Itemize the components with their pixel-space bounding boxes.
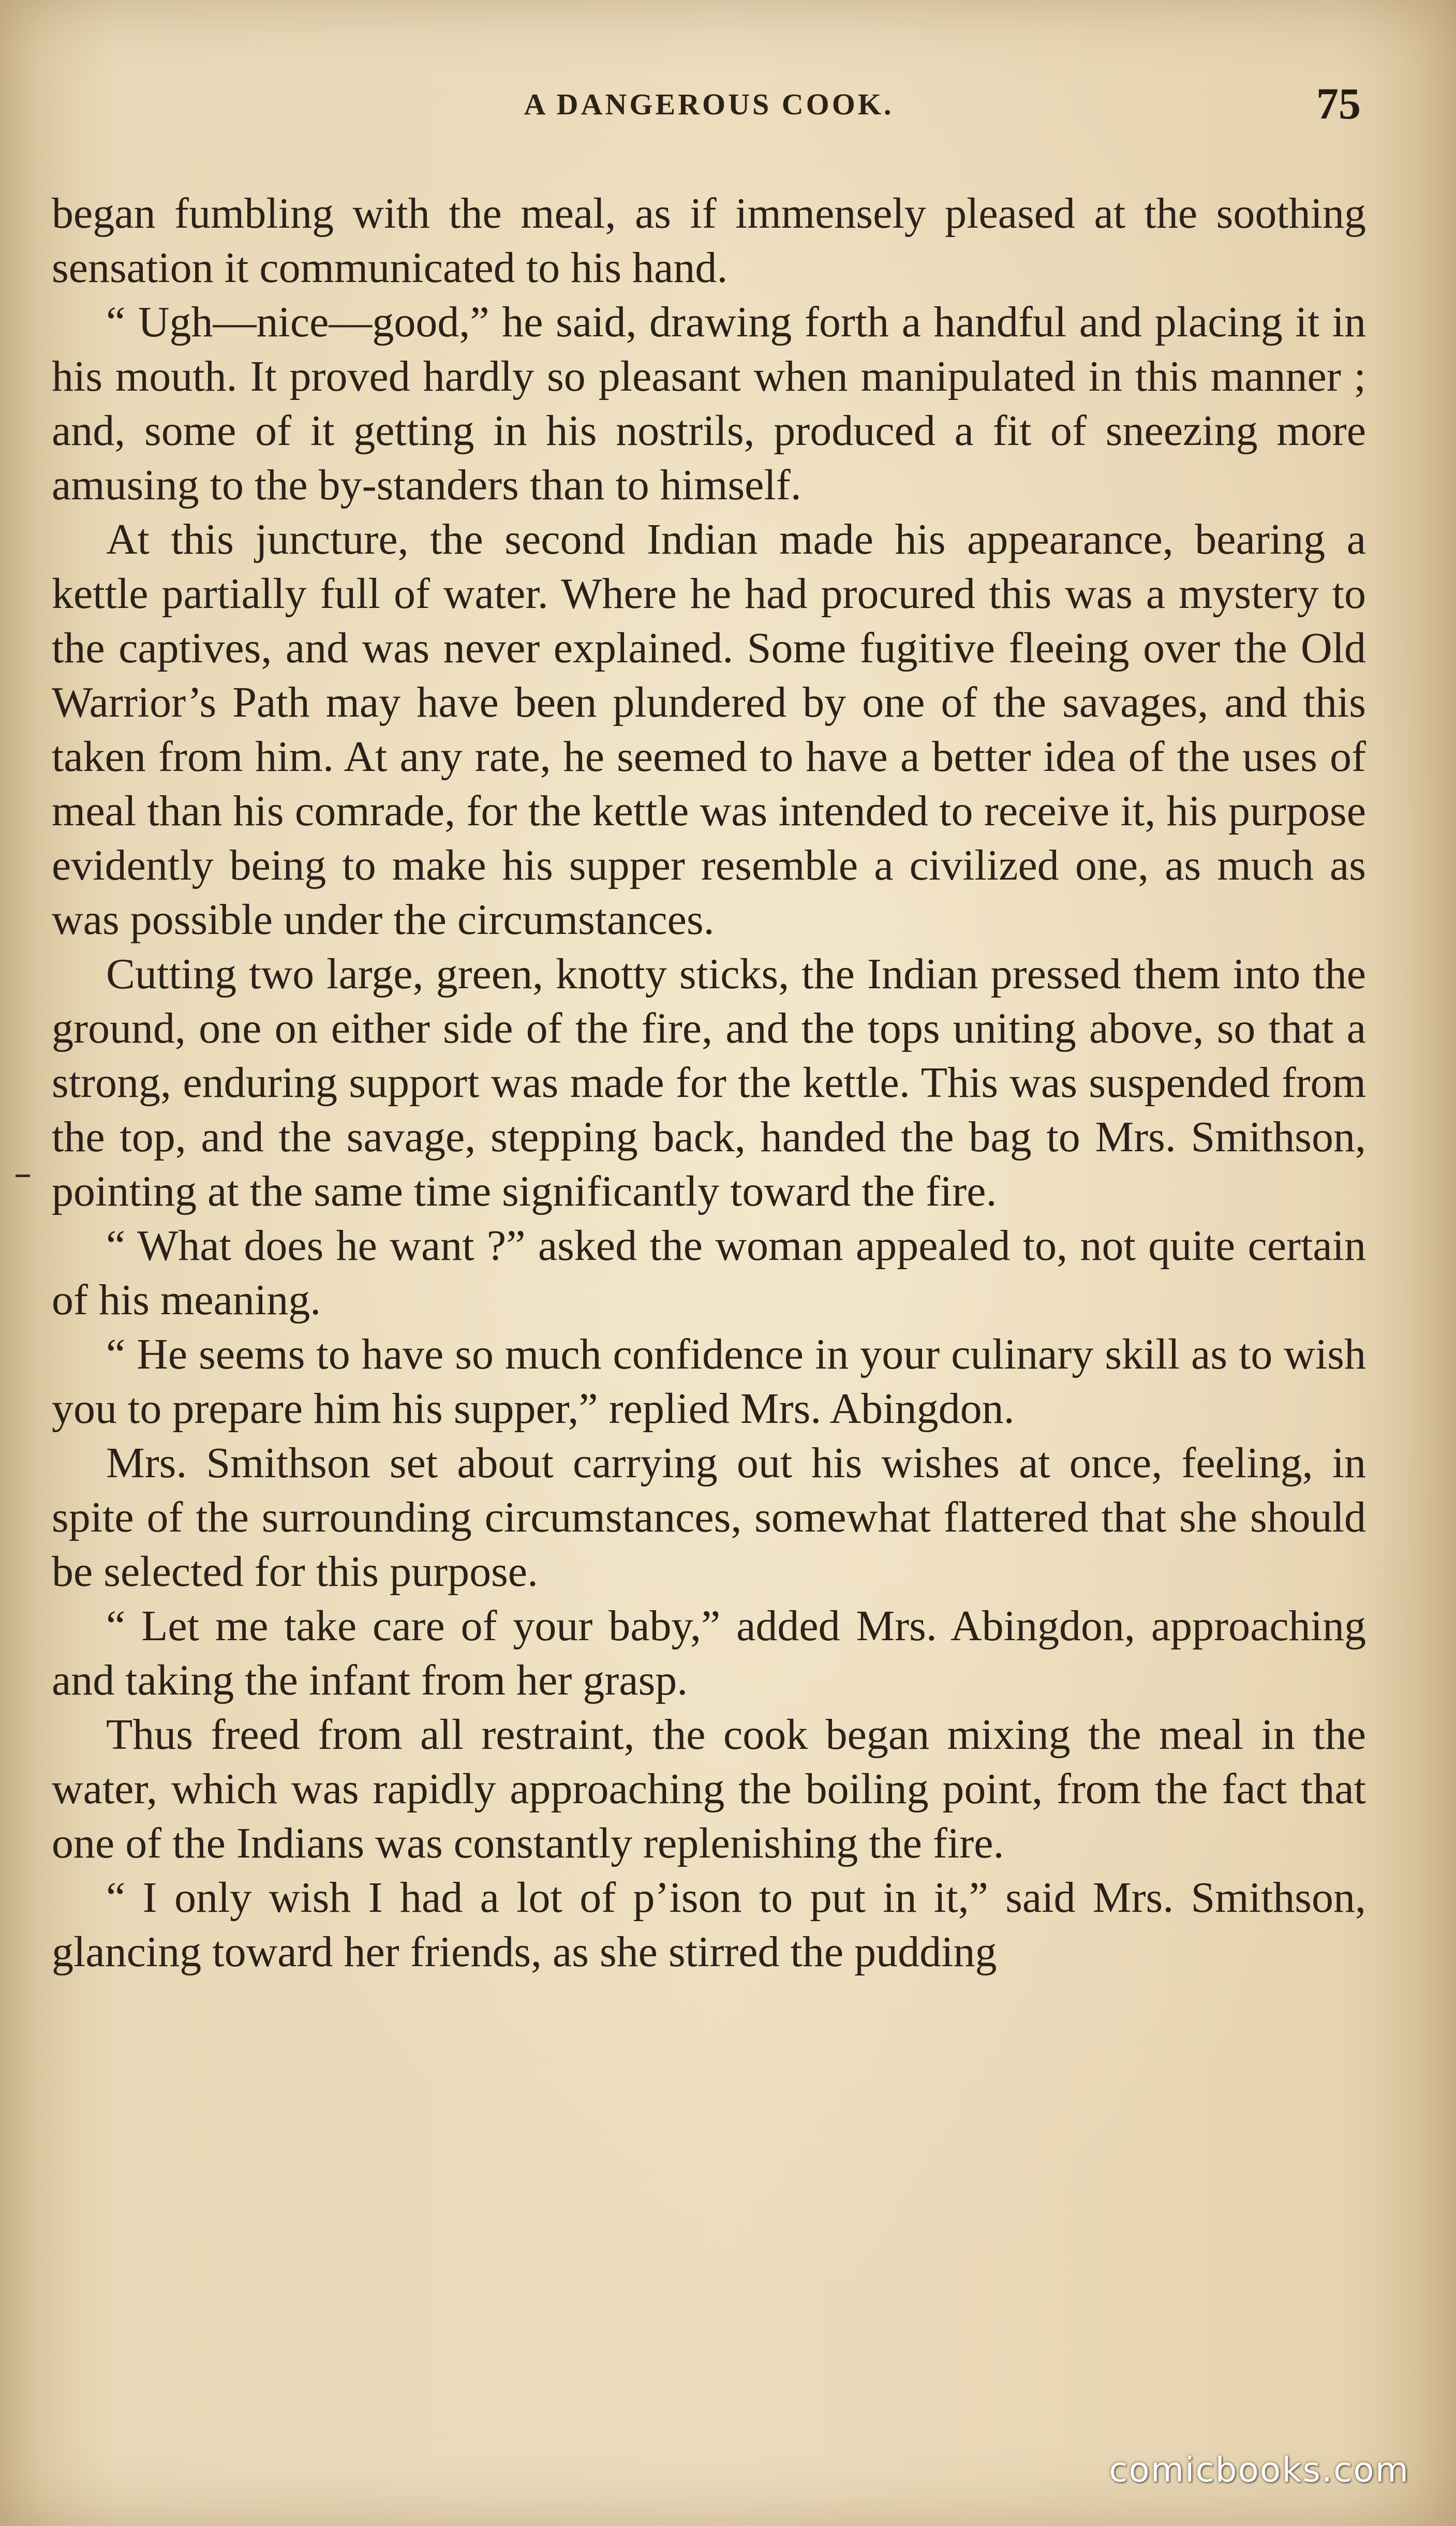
body-text — [52, 186, 1366, 1979]
margin-mark — [16, 1175, 30, 1177]
paragraph: “ He seems to have so much confidence in your culinary skill as to wish you to prepare him his supper,” replied Mrs. Abingdon. — [52, 1330, 1366, 1433]
paragraph: Cutting two large, green, knotty sticks, the Indian pressed them into the ground, one on either side of the fire, and the tops uniting above, so that a strong, enduring support was made for the kettle. This was suspended from the top, and the savage, stepping back, handed the bag to Mrs. Smithson, pointing at the same time significantly toward the fire. — [52, 950, 1366, 1215]
paragraph: “ Ugh—nice—good,” he said, drawing forth a handful and placing it in his mouth. It proved hardly so pleasant when manipulated in this manner ; and, some of it getting in his nostrils, produced a fit of sneezing more amusing to the by-standers than to himself. — [52, 298, 1366, 509]
page-header — [52, 78, 1366, 135]
paragraph: “ I only wish I had a lot of p’ison to put in it,” said Mrs. Smithson, glancing toward her friends, as she stirred the pudding — [52, 1874, 1366, 1976]
paragraph: “ What does he want ?” asked the woman appealed to, not quite certain of his meaning. — [52, 1222, 1366, 1324]
paragraph: began fumbling with the meal, as if immensely pleased at the soothing sensation it communicated to his hand. — [52, 189, 1366, 292]
site-watermark: comicbooks.com — [1109, 2450, 1409, 2490]
paragraph: Mrs. Smithson set about carrying out his wishes at once, feeling, in spite of the surrounding circumstances, somewhat flattered that she should be selected for this purpose. — [52, 1439, 1366, 1596]
paragraph: At this juncture, the second Indian made his appearance, bearing a kettle partially full of water. Where he had procured this was a mystery to the captives, and was never explained. Some fugitive fleeing over the Old Warrior’s Path may have been plundered by one of the savages, and this taken from him. At any rate, he seemed to have a better idea of the uses of meal than his comrade, for the kettle was intended to receive it, his purpose evidently being to make his supper resemble a civilized one, as much as was possible under the circumstances. — [52, 515, 1366, 944]
paragraph: Thus freed from all restraint, the cook began mixing the meal in the water, which was rapidly approaching the boiling point, from the fact that one of the Indians was constantly replenishing the fire. — [52, 1711, 1366, 1867]
paragraph: “ Let me take care of your baby,” added Mrs. Abingdon, approaching and taking the infant from her grasp. — [52, 1602, 1366, 1704]
page-number: 75 — [1316, 79, 1361, 128]
running-head: A DANGEROUS COOK. — [524, 87, 894, 121]
